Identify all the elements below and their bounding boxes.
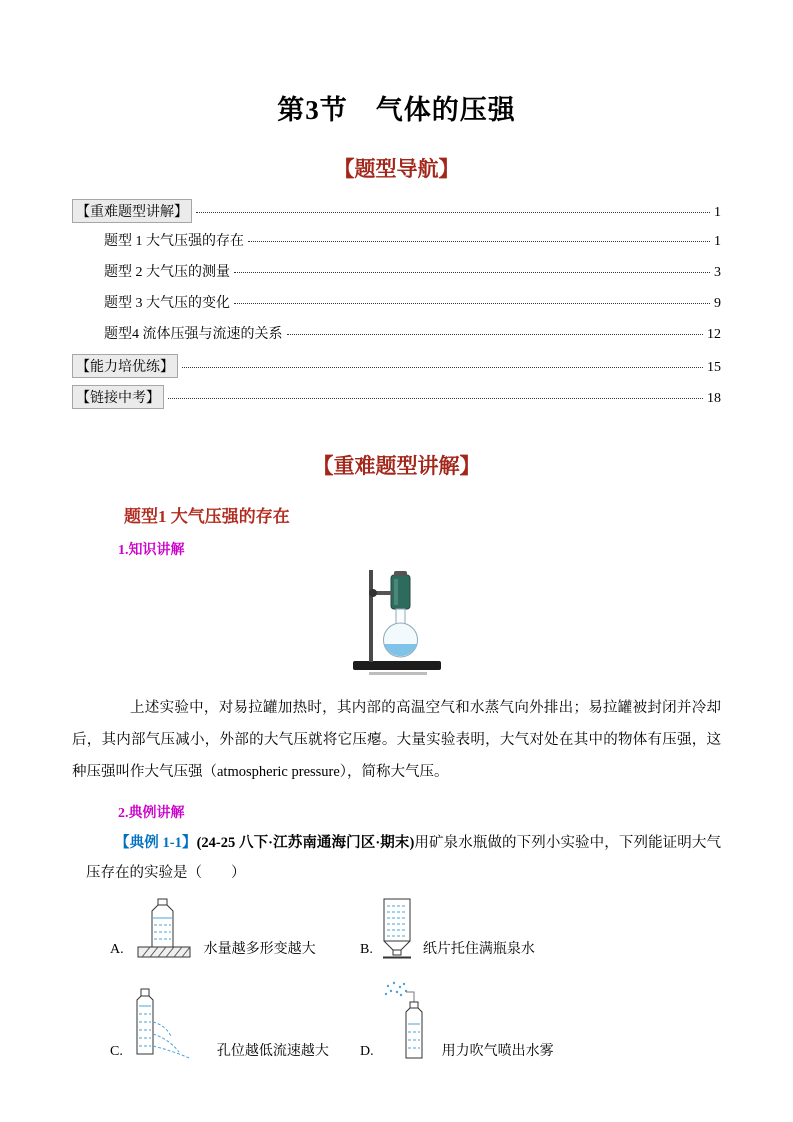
toc-row — [72, 292, 721, 323]
option-a[interactable] — [110, 898, 360, 960]
option-d[interactable] — [360, 980, 610, 1062]
toc-entry-link[interactable]: 题型 3 大气压的变化 — [104, 296, 230, 311]
example-label: 2.典例讲解 — [118, 806, 185, 821]
toc-row — [72, 261, 721, 292]
question-text: 用矿泉水瓶做的下列小实验中，下列能证明大气压存在的实验是（ ） — [86, 835, 721, 881]
option-d-caption: 用力吹气喷出水雾 — [441, 1044, 554, 1059]
body-paragraph: 上述实验中，对易拉罐加热时，其内部的高温空气和水蒸气向外排出；易拉罐被封闭并冷却后，其内部气压减小，外部的大气压就将它压瘪。大量实验表明，大气对处在其中的物体有压强，这种压强叫作大气压强（atmospheric pressure），简称大气压。 — [72, 700, 721, 780]
page-title: 第3节 气体的压强 — [277, 95, 516, 125]
toc-page-number: 3 — [714, 265, 721, 280]
toc-page-number: 1 — [714, 205, 721, 220]
toc-leader-dots — [234, 272, 710, 273]
toc-page-number: 15 — [707, 360, 721, 375]
option-c-figure — [131, 988, 209, 1062]
toc-row — [72, 385, 721, 416]
option-a-figure — [132, 898, 196, 960]
toc-leader-dots — [168, 398, 703, 399]
bottle-spray-mist-icon — [382, 980, 434, 1062]
toc-entry-link[interactable]: 题型4 流体压强与流速的关系 — [104, 327, 283, 342]
toc-leader-dots — [196, 212, 710, 213]
toc-page-number: 12 — [707, 327, 721, 342]
inverted-bottle-paper-icon — [381, 898, 415, 960]
example-question — [86, 828, 721, 888]
toc-leader-dots — [234, 303, 710, 304]
toc-entry-link[interactable]: 题型 1 大气压强的存在 — [104, 234, 244, 249]
option-b-letter: B. — [360, 942, 373, 957]
experiment-figure — [72, 565, 721, 682]
toc-row — [72, 199, 721, 230]
toc-entry-link[interactable]: 【能力培优练】 — [72, 354, 178, 378]
option-b[interactable] — [360, 898, 610, 960]
section-heading: 【重难题型讲解】 — [312, 454, 481, 478]
option-b-figure — [381, 898, 415, 960]
nav-heading: 【题型导航】 — [333, 157, 460, 181]
option-a-caption: 水量越多形变越大 — [203, 942, 316, 957]
toc-row — [72, 354, 721, 385]
option-a-letter: A. — [110, 942, 124, 957]
toc-page-number: 18 — [707, 391, 721, 406]
toc-row — [72, 230, 721, 261]
toc-entry-link[interactable]: 题型 2 大气压的测量 — [104, 265, 230, 280]
option-d-letter: D. — [360, 1044, 374, 1059]
bottle-on-scale-icon — [132, 898, 196, 960]
example-tag: 【典例 1-1】 — [115, 835, 197, 851]
options-grid — [110, 898, 721, 1062]
toc-entry-link[interactable]: 【重难题型讲解】 — [72, 199, 192, 223]
example-source: (24-25 八下·江苏南通海门区·期末) — [196, 835, 415, 851]
option-c-caption: 孔位越低流速越大 — [216, 1044, 329, 1059]
iron-stand-flask-icon — [335, 565, 459, 677]
knowledge-label: 1.知识讲解 — [118, 543, 185, 558]
toc-page-number: 1 — [714, 234, 721, 249]
toc-row — [72, 323, 721, 354]
toc-leader-dots — [287, 334, 704, 335]
bottle-with-holes-streams-icon — [131, 988, 209, 1062]
toc-leader-dots — [182, 367, 703, 368]
toc-page-number: 9 — [714, 296, 721, 311]
option-c-letter: C. — [110, 1044, 123, 1059]
table-of-contents — [72, 199, 721, 416]
toc-entry-link[interactable]: 【链接中考】 — [72, 385, 164, 409]
option-c[interactable] — [110, 980, 360, 1062]
option-d-figure — [382, 980, 434, 1062]
toc-leader-dots — [248, 241, 710, 242]
topic-title: 题型1 大气压强的存在 — [124, 507, 290, 526]
option-b-caption: 纸片托住满瓶泉水 — [422, 942, 535, 957]
